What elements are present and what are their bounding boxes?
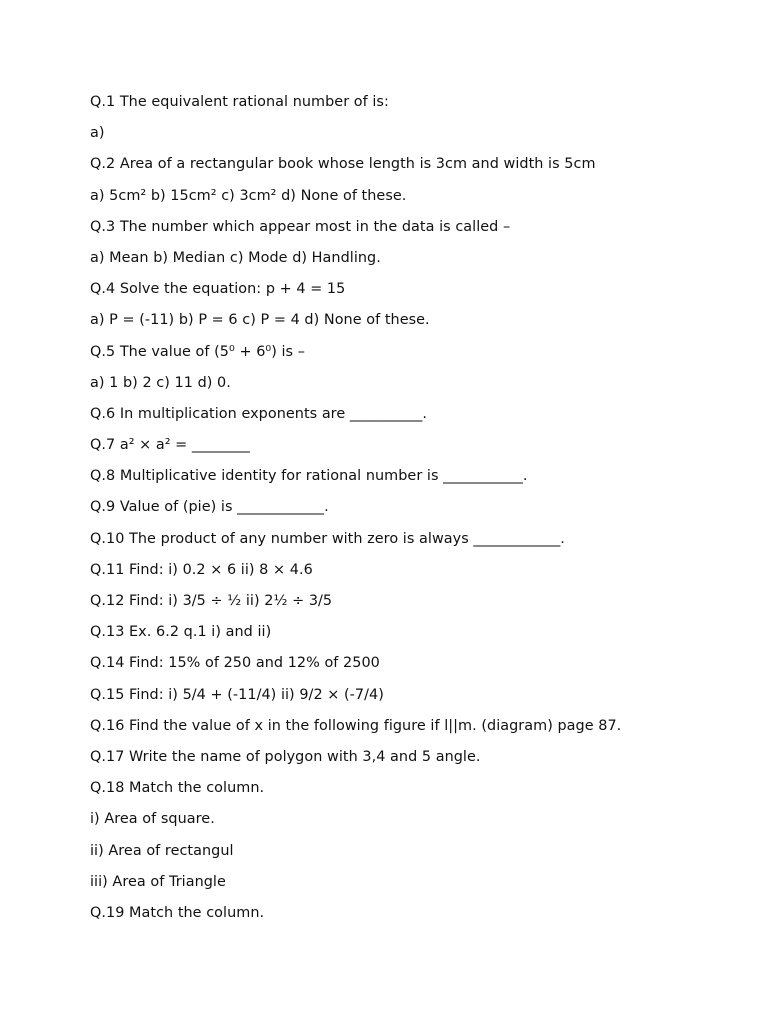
question-line-16: Q.16 Find the value of x in the following figure if l||m. (diagram) page 87. bbox=[90, 717, 622, 734]
question-line-12: Q.12 Find: i) 3/5 ÷ ½ ii) 2½ ÷ 3/5 bbox=[90, 593, 333, 609]
question-line-10: Q.10 The product of any number with zero is always ____________. bbox=[90, 530, 565, 547]
question-line-7: Q.7 a² × a² = ________ bbox=[90, 437, 250, 454]
answer-line-4: a) P = (-11) b) P = 6 c) P = 4 d) None of these. bbox=[90, 312, 430, 329]
match-item-2: ii) Area of rectangul bbox=[90, 842, 234, 859]
question-line-5: Q.5 The value of (5⁰ + 6⁰) is – bbox=[90, 343, 305, 360]
question-line-2: Q.2 Area of a rectangular book whose length is 3cm and width is 5cm bbox=[90, 156, 596, 173]
question-line-4: Q.4 Solve the equation: p + 4 = 15 bbox=[90, 281, 346, 298]
question-line-17: Q.17 Write the name of polygon with 3,4 and 5 angle. bbox=[90, 748, 481, 765]
question-line-3: Q.3 The number which appear most in the data is called – bbox=[90, 218, 511, 235]
answer-line-1: a) bbox=[90, 125, 105, 142]
match-item-3: iii) Area of Triangle bbox=[90, 873, 226, 890]
answer-line-2: a) 5cm² b) 15cm² c) 3cm² d) None of these. bbox=[90, 187, 407, 204]
question-line-1: Q.1 The equivalent rational number of is: bbox=[90, 94, 389, 110]
question-line-14: Q.14 Find: 15% of 250 and 12% of 2500 bbox=[90, 655, 380, 672]
question-line-15: Q.15 Find: i) 5/4 + (-11/4) ii) 9/2 × (-7/4) bbox=[90, 686, 384, 703]
question-line-6: Q.6 In multiplication exponents are __________. bbox=[90, 405, 427, 422]
question-line-8: Q.8 Multiplicative identity for rational number is ___________. bbox=[90, 468, 528, 485]
question-line-19: Q.19 Match the column. bbox=[90, 904, 265, 921]
match-item-1: i) Area of square. bbox=[90, 811, 215, 828]
question-line-11: Q.11 Find: i) 0.2 × 6 ii) 8 × 4.6 bbox=[90, 561, 313, 578]
answer-line-3: a) Mean b) Median c) Mode d) Handling. bbox=[90, 249, 381, 266]
question-line-18: Q.18 Match the column. bbox=[90, 780, 265, 797]
question-line-9: Q.9 Value of (pie) is ____________. bbox=[90, 499, 329, 516]
question-line-13: Q.13 Ex. 6.2 q.1 i) and ii) bbox=[90, 624, 272, 641]
question-list bbox=[90, 92, 750, 934]
answer-line-5: a) 1 b) 2 c) 11 d) 0. bbox=[90, 374, 231, 391]
